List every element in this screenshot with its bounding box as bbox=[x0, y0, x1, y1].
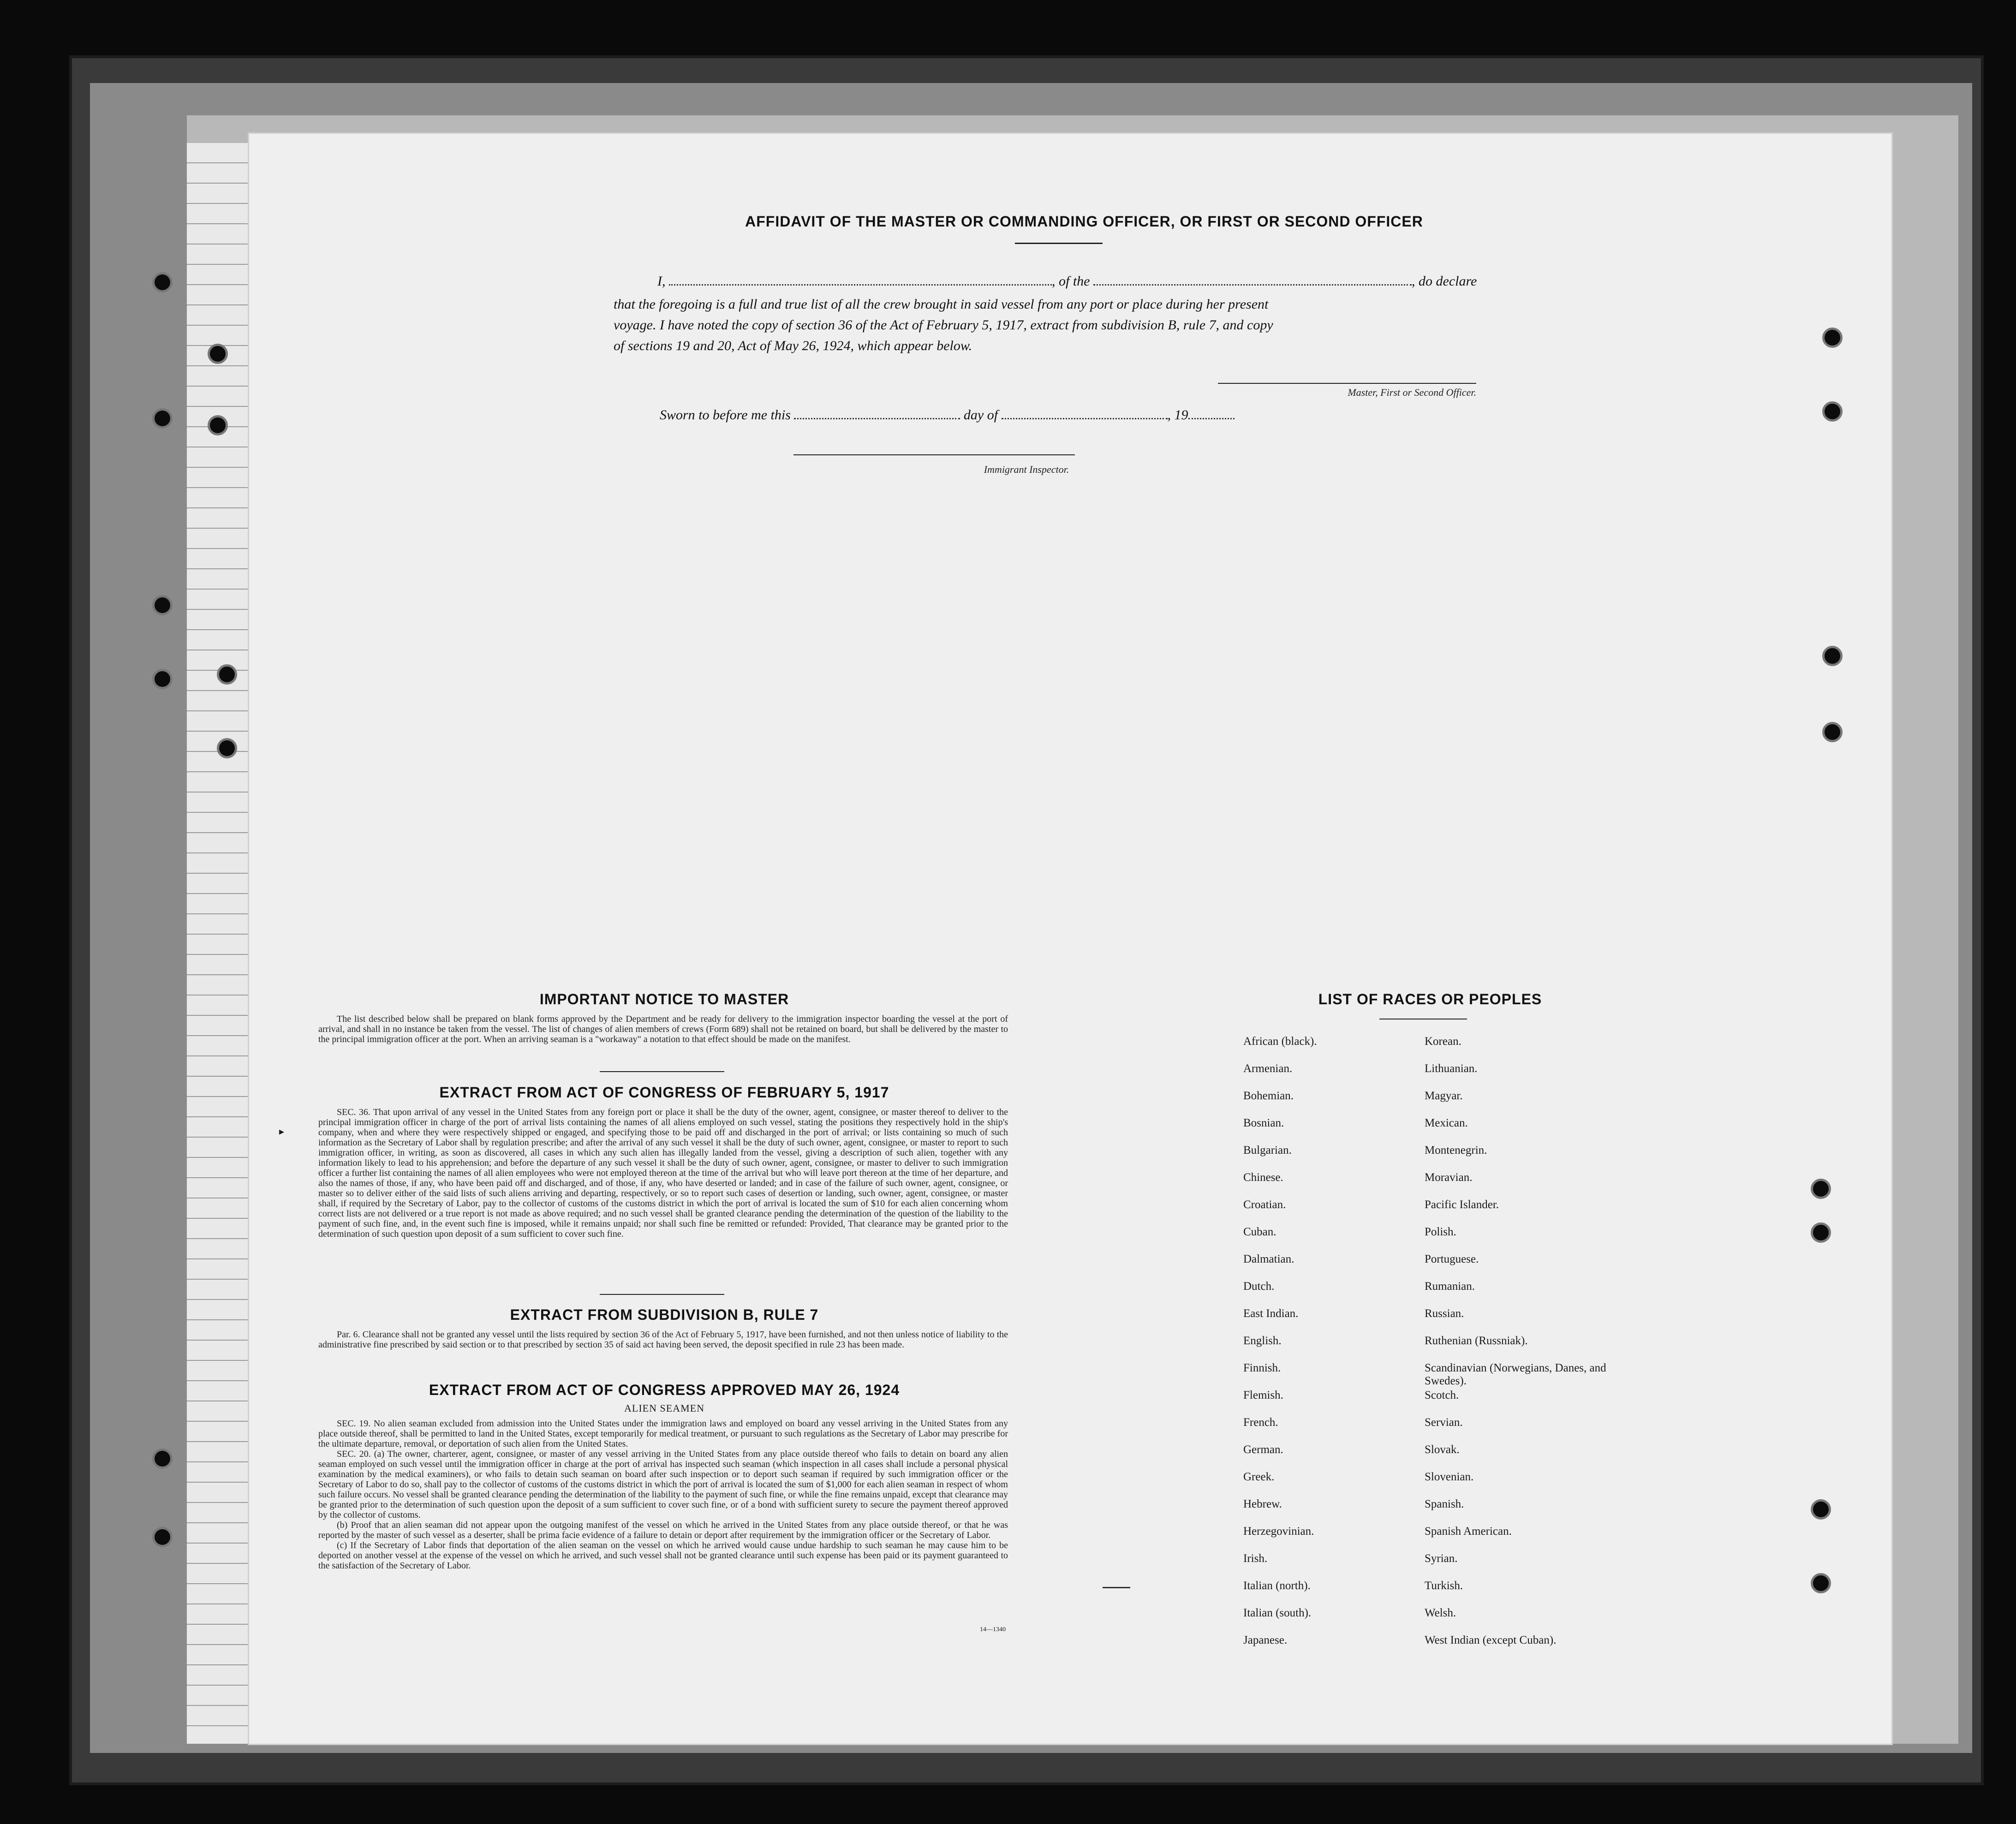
rule7-title: EXTRACT FROM SUBDIVISION B, RULE 7 bbox=[510, 1306, 819, 1323]
year-prefix: , 19 bbox=[1167, 407, 1188, 423]
race-item: African (black). bbox=[1243, 1035, 1317, 1048]
arrow-mark bbox=[1103, 1587, 1130, 1588]
race-item: German. bbox=[1243, 1443, 1283, 1456]
extract-1924-subtitle: ALIEN SEAMEN bbox=[624, 1402, 704, 1414]
race-item: Cuban. bbox=[1243, 1226, 1276, 1238]
inspector-caption: Immigrant Inspector. bbox=[984, 464, 1069, 475]
race-item: French. bbox=[1243, 1416, 1278, 1429]
race-item: Scandinavian (Norwegians, Danes, and Swedes). bbox=[1425, 1362, 1606, 1387]
sworn-day-blank[interactable] bbox=[794, 407, 960, 419]
race-item: Bulgarian. bbox=[1243, 1144, 1292, 1156]
race-item: Dutch. bbox=[1243, 1280, 1275, 1293]
notice-text: The list described below shall be prepared on blank forms approved by the Department and be ready for delivery to the immigration inspector boarding the vessel at the port of arrival, and shall in no instance be taken from the vessel. The list of changes of alien members of crews (Form 689) shall not be retained on board, but shall be delivered by the master to the principal immigration officer at the port. When an arriving seaman is a "workaway" a notation to that effect should be made on the manifest. bbox=[318, 1014, 1008, 1044]
race-item: Dalmatian. bbox=[1243, 1253, 1294, 1265]
binder-hole bbox=[152, 669, 173, 689]
binder-hole bbox=[208, 415, 228, 435]
race-item: Slovenian. bbox=[1425, 1471, 1474, 1483]
rule7-text: Par. 6. Clearance shall not be granted any vessel until the lists required by section 36 of the Act of February 5, 1917, have been furnished, and not then unless notice of liability to the administrative fine prescribed by said section or to that prescribed by section 35 of said act having been served, the deposit specified in rule 23 has been made. bbox=[318, 1329, 1008, 1350]
extract-1924-title: EXTRACT FROM ACT OF CONGRESS APPROVED MAY 26, 1924 bbox=[429, 1382, 900, 1398]
race-item: Rumanian. bbox=[1425, 1280, 1475, 1293]
race-item: Irish. bbox=[1243, 1552, 1268, 1565]
binder-hole bbox=[1822, 401, 1843, 422]
race-item: Bohemian. bbox=[1243, 1090, 1294, 1102]
race-item: Portuguese. bbox=[1425, 1253, 1479, 1265]
race-item: Mexican. bbox=[1425, 1117, 1468, 1129]
race-item: Scotch. bbox=[1425, 1389, 1459, 1401]
race-item: Ruthenian (Russniak). bbox=[1425, 1335, 1528, 1347]
race-item: Pacific Islander. bbox=[1425, 1198, 1499, 1211]
binder-hole bbox=[208, 344, 228, 364]
binder-hole bbox=[152, 408, 173, 429]
binder-hole bbox=[152, 1527, 173, 1547]
races-right-column bbox=[1425, 1035, 1618, 1661]
binder-hole bbox=[217, 664, 237, 685]
section-rule bbox=[600, 1071, 724, 1072]
race-item: Montenegrin. bbox=[1425, 1144, 1487, 1156]
vessel-blank[interactable] bbox=[1093, 273, 1412, 286]
form-number: 14—1340 bbox=[980, 1626, 1006, 1633]
signature-caption: Master, First or Second Officer. bbox=[1348, 387, 1476, 398]
binder-hole bbox=[1811, 1179, 1831, 1199]
race-item: Greek. bbox=[1243, 1471, 1275, 1483]
signature-line[interactable] bbox=[1218, 383, 1476, 384]
race-item: Hebrew. bbox=[1243, 1498, 1282, 1510]
race-item: Magyar. bbox=[1425, 1090, 1463, 1102]
binder-hole bbox=[217, 738, 237, 758]
binder-hole bbox=[152, 1448, 173, 1469]
race-item: East Indian. bbox=[1243, 1307, 1299, 1320]
affidavit-body-1: that the foregoing is a full and true list of all the crew brought in said vessel from any port or place during her present bbox=[614, 297, 1269, 312]
inspector-signature-line[interactable] bbox=[793, 454, 1075, 455]
race-item: Herzegovinian. bbox=[1243, 1525, 1314, 1538]
race-item: Japanese. bbox=[1243, 1634, 1288, 1646]
sworn-month-blank[interactable] bbox=[1002, 407, 1168, 419]
sec20b-text: (b) Proof that an alien seaman did not appear upon the outgoing manifest of the vessel on which he arrived in the United States from any place outside thereof, or that he was reported by the master of such vessel as a deserter, shall be prima facie evidence of a failure to detain or deport after requirement by the immigration officer or the Secretary of Labor. bbox=[318, 1520, 1008, 1540]
name-blank[interactable] bbox=[669, 273, 1052, 286]
day-of-label: day of bbox=[963, 407, 998, 423]
binder-hole bbox=[1811, 1573, 1831, 1593]
sworn-year-blank[interactable] bbox=[1188, 407, 1235, 419]
race-item: Chinese. bbox=[1243, 1171, 1283, 1184]
race-item: Moravian. bbox=[1425, 1171, 1473, 1184]
races-title: LIST OF RACES OR PEOPLES bbox=[1318, 991, 1542, 1007]
extract-1917-title: EXTRACT FROM ACT OF CONGRESS OF FEBRUARY 5, 1917 bbox=[439, 1084, 889, 1101]
extract-1924-body bbox=[318, 1419, 1008, 1571]
race-item: Korean. bbox=[1425, 1035, 1461, 1048]
affidavit-body-2: voyage. I have noted the copy of section 36 of the Act of February 5, 1917, extract from subdivision B, rule 7, and copy bbox=[614, 317, 1273, 333]
races-left-column bbox=[1243, 1035, 1419, 1661]
race-item: West Indian (except Cuban). bbox=[1425, 1634, 1557, 1646]
binder-hole bbox=[1811, 1222, 1831, 1243]
race-item: Bosnian. bbox=[1243, 1117, 1284, 1129]
sworn-line bbox=[660, 404, 1352, 427]
sworn-prefix: Sworn to before me this bbox=[660, 407, 791, 423]
race-item: Spanish. bbox=[1425, 1498, 1464, 1510]
sec20a-text: SEC. 20. (a) The owner, charterer, agent, consignee, or master of any vessel arriving in the United States from any place outside thereof who fails to detain on board any alien seaman employed on such vessel until the immigration officer in charge at the port of arrival has inspected such seaman (which inspection in all cases shall include a personal physical examination by the medical examiners), or who fails to detain such seaman on board after such inspection or to deport such seaman if required by such immigration officer or the Secretary of Labor to do so, shall pay to the collector of customs of the customs district in which the port of arrival is located the sum of $1,000 for each alien seaman in respect of whom such failure occurs. No vessel shall be granted clearance pending the determination of the liability to the payment of such fine, or while the fine remains unpaid, except that clearance may be granted prior to the determination of such question upon the deposit of a sum sufficient to cover such fine, or of a bond with sufficient surety to secure the payment thereof approved by the collector of customs. bbox=[318, 1449, 1008, 1520]
i-label: I, bbox=[657, 274, 666, 289]
title-rule bbox=[1015, 243, 1103, 244]
extract-1917-text: SEC. 36. That upon arrival of any vessel in the United States from any foreign port or place it shall be the duty of the owner, agent, consignee, or master thereof to deliver to the principal immigration officer in charge of the port of arrival lists containing the names of all aliens employed on such vessel, stating the positions they respectively hold in the ship's company, when and where they were respectively shipped or engaged, and specifying those to be paid off and discharged in the port of arrival; or lists containing so much of such information as the Secretary of Labor shall by regulation prescribe; and after the arrival of any such vessel it shall be the duty of such owner, agent, consignee, or master to report to such immigration officer, in writing, as soon as discovered, all cases in which any such alien has illegally landed from the vessel, giving a description of such alien, together with any information likely to lead to his apprehension; and before the departure of any such vessel it shall be the duty of such owner, agent, consignee, or master to deliver to such immigration officer a further list containing the names of all alien employees who were not employed thereon at the time of the arrival but who will leave port thereon at the time of her departure, and also the names of those, if any, who have been paid off and discharged, and of those, if any, who have deserted or landed; and in case of the failure of such owner, agent, consignee, or master so to deliver either of the said lists of such aliens arriving and departing, respectively, or so to report such cases of desertion or landing, such owner, agent, consignee, or master shall, if required by the Secretary of Labor, pay to the collector of customs of the customs district in which the port of arrival is located the sum of $10 for each alien concerning whom correct lists are not delivered or a true report is not made as above required; and no such vessel shall be granted clearance pending the determination of the question of the liability to the payment of such fine, and, in the event such fine is imposed, while it remains unpaid; nor shall such fine be remitted or refunded: Provided, That clearance may be granted prior to the determination of such question upon deposit of a sum sufficient to cover such fine. bbox=[318, 1107, 1008, 1239]
race-item: Welsh. bbox=[1425, 1607, 1456, 1619]
do-declare-label: , do declare bbox=[1412, 274, 1477, 289]
race-item: Italian (south). bbox=[1243, 1607, 1312, 1619]
race-item: Spanish American. bbox=[1425, 1525, 1512, 1538]
binder-hole bbox=[152, 595, 173, 615]
race-item: Russian. bbox=[1425, 1307, 1464, 1320]
affidavit-title: AFFIDAVIT OF THE MASTER OR COMMANDING OFFICER, OR FIRST OR SECOND OFFICER bbox=[745, 213, 1423, 230]
race-item: Slovak. bbox=[1425, 1443, 1460, 1456]
of-the-label: , of the bbox=[1052, 274, 1090, 289]
binder-hole bbox=[152, 272, 173, 292]
binder-hole bbox=[1822, 328, 1843, 348]
race-item: Syrian. bbox=[1425, 1552, 1458, 1565]
section-rule bbox=[600, 1294, 724, 1295]
affidavit-declaration-line bbox=[657, 270, 1534, 293]
race-item: Croatian. bbox=[1243, 1198, 1286, 1211]
bullet-mark: ▸ bbox=[279, 1126, 285, 1137]
binder-hole bbox=[1811, 1499, 1831, 1520]
binder-hole bbox=[1822, 722, 1843, 742]
binder-hole bbox=[1822, 646, 1843, 666]
sec20c-text: (c) If the Secretary of Labor finds that deportation of the alien seaman on the vessel on which he arrived would cause undue hardship to such seaman he may cause him to be deported on another vessel at the expense of the vessel on which he arrived, and such vessel shall not be granted clearance until such expense has been paid or its payment guaranteed to the satisfaction of the Secretary of Labor. bbox=[318, 1540, 1008, 1571]
race-item: English. bbox=[1243, 1335, 1282, 1347]
race-item: Servian. bbox=[1425, 1416, 1463, 1429]
race-item: Flemish. bbox=[1243, 1389, 1283, 1401]
race-item: Finnish. bbox=[1243, 1362, 1281, 1374]
race-item: Italian (north). bbox=[1243, 1580, 1311, 1592]
affidavit-body-3: of sections 19 and 20, Act of May 26, 1924, which appear below. bbox=[614, 338, 972, 353]
race-item: Turkish. bbox=[1425, 1580, 1463, 1592]
race-item: Polish. bbox=[1425, 1226, 1456, 1238]
sec19-text: SEC. 19. No alien seaman excluded from admission into the United States under the immigration laws and employed on board any vessel arriving in the United States from any place outside thereof, shall be permitted to land in the United States, except temporarily for medical treatment, or pursuant to such regulations as the Secretary of Labor may prescribe for the ultimate departure, removal, or deportation of such alien from the United States. bbox=[318, 1419, 1008, 1449]
race-item: Lithuanian. bbox=[1425, 1062, 1478, 1075]
notice-title: IMPORTANT NOTICE TO MASTER bbox=[539, 991, 789, 1007]
race-item: Armenian. bbox=[1243, 1062, 1293, 1075]
